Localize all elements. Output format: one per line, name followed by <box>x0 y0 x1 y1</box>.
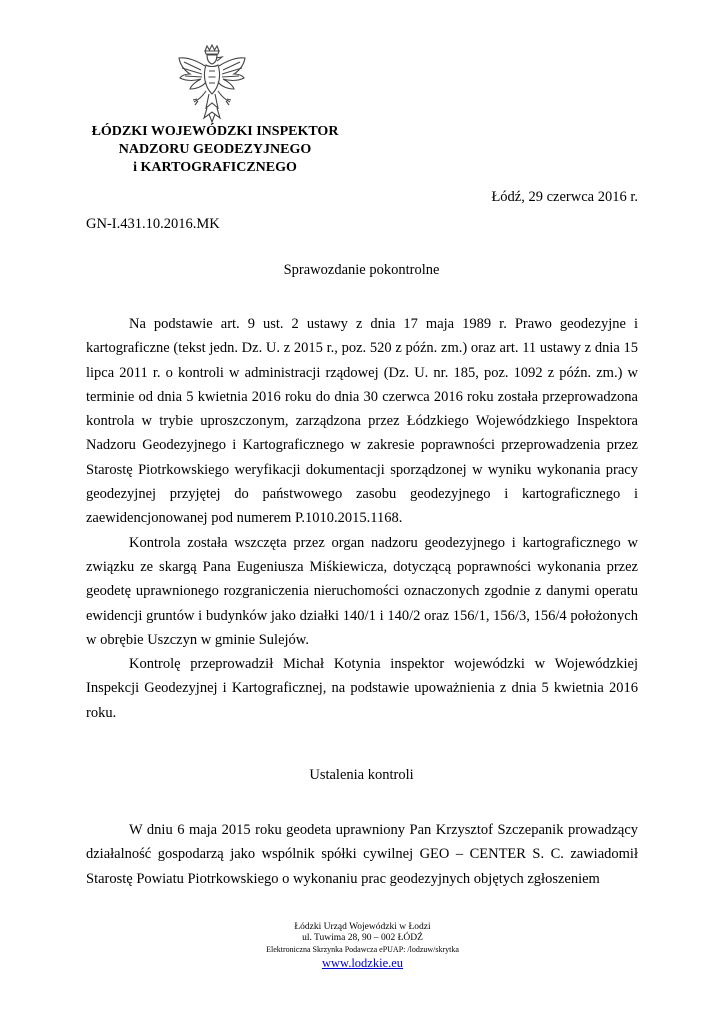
issuer-name <box>70 123 360 177</box>
findings-paragraph: W dniu 6 maja 2015 roku geodeta uprawniony Pan Krzysztof Szczepanik prowadzący działalność gospodarzą jako wspólnik spółki cywilnej GEO – CENTER S. C. zawiadomił Starostę Powiatu Piotrkowskiego o wykonaniu prac geodezyjnych objętych zgłoszeniem <box>86 822 638 887</box>
body-paragraph: Kontrola została wszczęta przez organ nadzoru geodezyjnego i kartograficznego w związku ze skargą Pana Eugeniusza Miśkiewicza, dotyczącą poprawności wykonania przez geodetę uprawnionego rozgraniczenia nieruchomości oznaczonych zgodnie z danymi operatu ewidencji gruntów i budynków jako działki 140/1 i 140/2 oraz 156/1, 156/3, 156/4 położonych w obrębie Uszczyn w gminie Sulejów. <box>86 534 638 648</box>
footer-website-link[interactable]: www.lodzkie.eu <box>321 956 404 970</box>
footer-office: Łódzki Urząd Wojewódzki w Łodzi <box>294 922 431 932</box>
document-body <box>86 312 638 725</box>
footer-epuap: Elektroniczna Skrzynka Podawcza ePUAP: /lodzuw/skrytka <box>266 945 459 954</box>
issuer-line: NADZORU GEODEZYJNEGO <box>118 142 312 157</box>
document-date: Łódź, 29 czerwca 2016 r. <box>491 189 638 205</box>
findings-body <box>86 818 638 891</box>
issuer-line: i KARTOGRAFICZNEGO <box>133 160 297 175</box>
body-paragraph: Kontrolę przeprowadził Michał Kotynia inspektor wojewódzki w Wojewódzkiej Inspekcji Geodezyjnej i Kartograficznej, na podstawie upoważnienia z dnia 5 kwietnia 2016 roku. <box>86 656 638 721</box>
issuer-line: ŁÓDZKI WOJEWÓDZKI INSPEKTOR <box>91 124 339 139</box>
reference-number: GN-I.431.10.2016.MK <box>86 216 220 232</box>
section-heading: Ustalenia kontroli <box>309 767 414 783</box>
body-paragraph: Na podstawie art. 9 ust. 2 ustawy z dnia 17 maja 1989 r. Prawo geodezyjne i kartograficzne (tekst jedn. Dz. U. z 2015 r., poz. 520 z późn. zm.) oraz art. 11 ustawy z dnia 15 lipca 2011 r. o kontroli w administracji rządowej (Dz. U. nr. 185, poz. 1092 z późn. zm.) w terminie od dnia 5 kwietnia 2016 roku do dnia 30 czerwca 2016 roku została przeprowadzona kontrola w trybie uproszczonym, zarządzona przez Łódzkiego Wojewódzkiego Inspektora Nadzoru Geodezyjnego i Kartograficznego w zakresie poprawności przeprowadzenia przez Starostę Piotrkowskiego weryfikacji dokumentacji sporządzonej w wyniku wykonania pracy geodezyjnej przyjętej do państwowego zasobu geodezyjnego i kartograficznego i zaewidencjonowanej pod numerem P.1010.2015.1168. <box>86 316 638 527</box>
document-title: Sprawozdanie pokontrolne <box>283 262 440 278</box>
footer-address: ul. Tuwima 28, 90 – 002 ŁÓDŹ <box>302 933 423 943</box>
polish-eagle-emblem <box>176 44 248 124</box>
page-footer <box>200 922 525 971</box>
